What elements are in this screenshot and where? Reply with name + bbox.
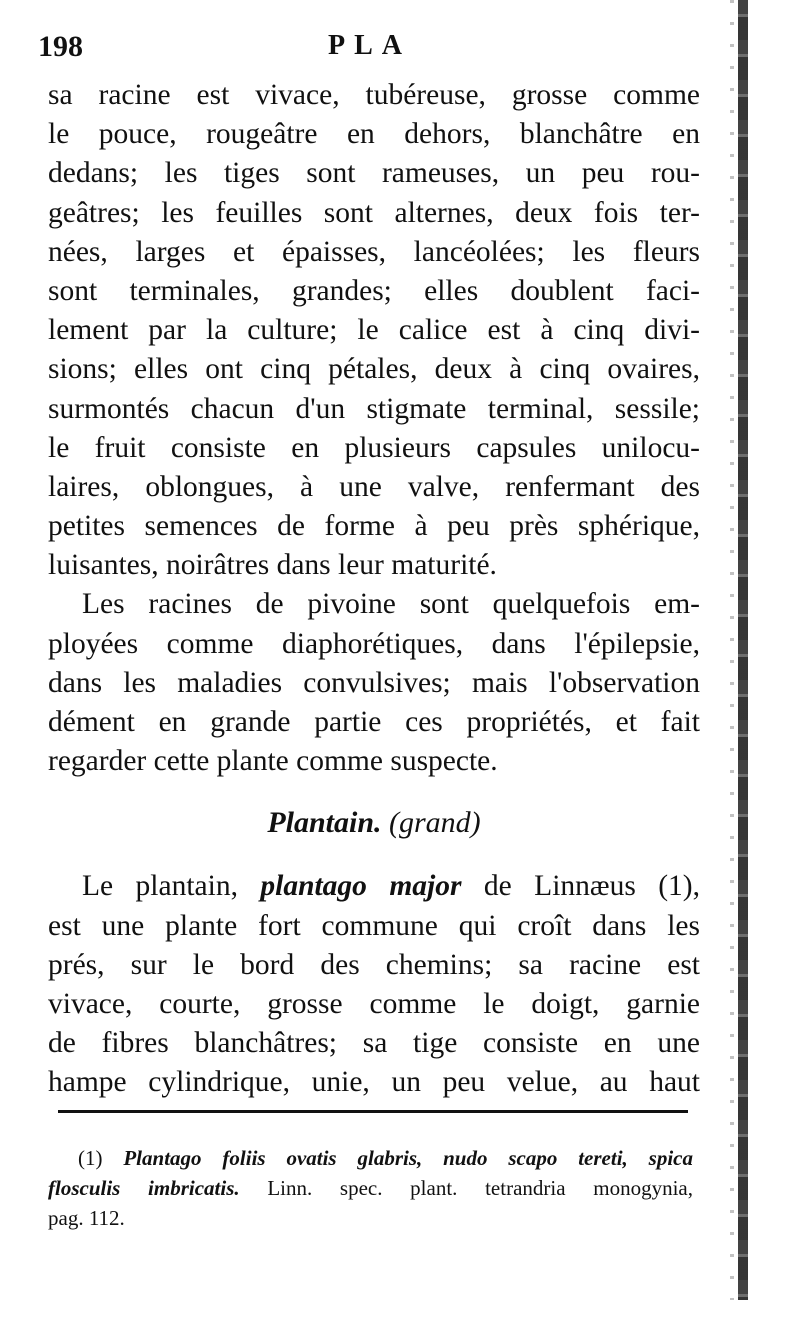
heading-genus: Plantain. bbox=[267, 806, 382, 840]
text-line: dément en grande partie ces propriétés, et fait bbox=[48, 706, 700, 738]
text-line: geâtres; les feuilles sont alternes, deux fois ter- bbox=[48, 196, 700, 229]
footnote-marker: (1) bbox=[78, 1146, 124, 1170]
text-line: surmontés chacun d'un stigmate terminal, sessile; bbox=[48, 392, 700, 425]
text-line: luisantes, noirâtres dans leur maturité. bbox=[48, 549, 497, 582]
binding-edge bbox=[738, 0, 748, 1300]
text-line: laires, oblongues, à une valve, renfermant des bbox=[48, 470, 700, 503]
text-line bbox=[48, 867, 700, 906]
text-line: sions; elles ont cinq pétales, deux à cinq ovaires, bbox=[48, 353, 700, 386]
latin-name: plantago major bbox=[260, 870, 462, 903]
text-line: dans les maladies convulsives; mais l'observation bbox=[48, 666, 700, 699]
running-head bbox=[38, 30, 698, 74]
footnote-text: Linn. spec. plant. tetrandria monogynia, bbox=[239, 1176, 693, 1200]
text-line: sont terminales, grandes; elles doublent faci- bbox=[48, 274, 700, 307]
text-line: vivace, courte, grosse comme le doigt, garnie bbox=[48, 987, 700, 1020]
text-run: de Linnæus (1), bbox=[461, 870, 701, 903]
text-line: sa racine est vivace, tubéreuse, grosse comme bbox=[48, 79, 700, 111]
paragraph-properties bbox=[48, 585, 700, 781]
text-line: le pouce, rougeâtre en dehors, blanchâtre en bbox=[48, 118, 700, 151]
text-line: petites semences de forme à peu près sphérique, bbox=[48, 510, 700, 543]
text-line: hampe cylindrique, unie, un peu velue, au haut bbox=[48, 1066, 700, 1099]
text-line: est une plante fort commune qui croît dans les bbox=[48, 909, 700, 942]
text-line: le fruit consiste en plusieurs capsules unilocu- bbox=[48, 431, 700, 464]
heading-qualifier: (grand) bbox=[389, 806, 481, 840]
footnote bbox=[48, 1143, 693, 1233]
footnote-latin: flosculis imbricatis. bbox=[48, 1176, 240, 1200]
text-line: dedans; les tiges sont rameuses, un peu rou- bbox=[48, 157, 700, 190]
paragraph-description bbox=[48, 76, 700, 585]
binding-shadow bbox=[730, 0, 734, 1300]
text-line: prés, sur le bord des chemins; sa racine est bbox=[48, 948, 700, 981]
text-line: Les racines de pivoine sont quelquefois em- bbox=[82, 588, 700, 621]
paragraph-plantain bbox=[48, 867, 700, 1102]
running-title: PLA bbox=[328, 30, 411, 61]
text-line: regarder cette plante comme suspecte. bbox=[48, 745, 498, 778]
text-run: Le plantain, bbox=[82, 870, 261, 903]
text-line: de fibres blanchâtres; sa tige consiste en une bbox=[48, 1027, 700, 1060]
footnote-latin: Plantago foliis ovatis glabris, nudo scapo tereti, spica bbox=[123, 1146, 693, 1170]
page-number: 198 bbox=[38, 30, 83, 63]
text-line: ployées comme diaphorétiques, dans l'épilepsie, bbox=[48, 627, 700, 660]
main-text bbox=[48, 76, 700, 1103]
text-line: nées, larges et épaisses, lancéolées; les fleurs bbox=[48, 235, 700, 268]
footnote-rule bbox=[58, 1110, 688, 1113]
footnote-line bbox=[48, 1143, 693, 1173]
footnote-line bbox=[48, 1173, 693, 1203]
footnote-line: pag. 112. bbox=[48, 1206, 125, 1230]
text-line: lement par la culture; le calice est à cinq divi- bbox=[48, 314, 700, 347]
section-heading bbox=[48, 803, 700, 843]
